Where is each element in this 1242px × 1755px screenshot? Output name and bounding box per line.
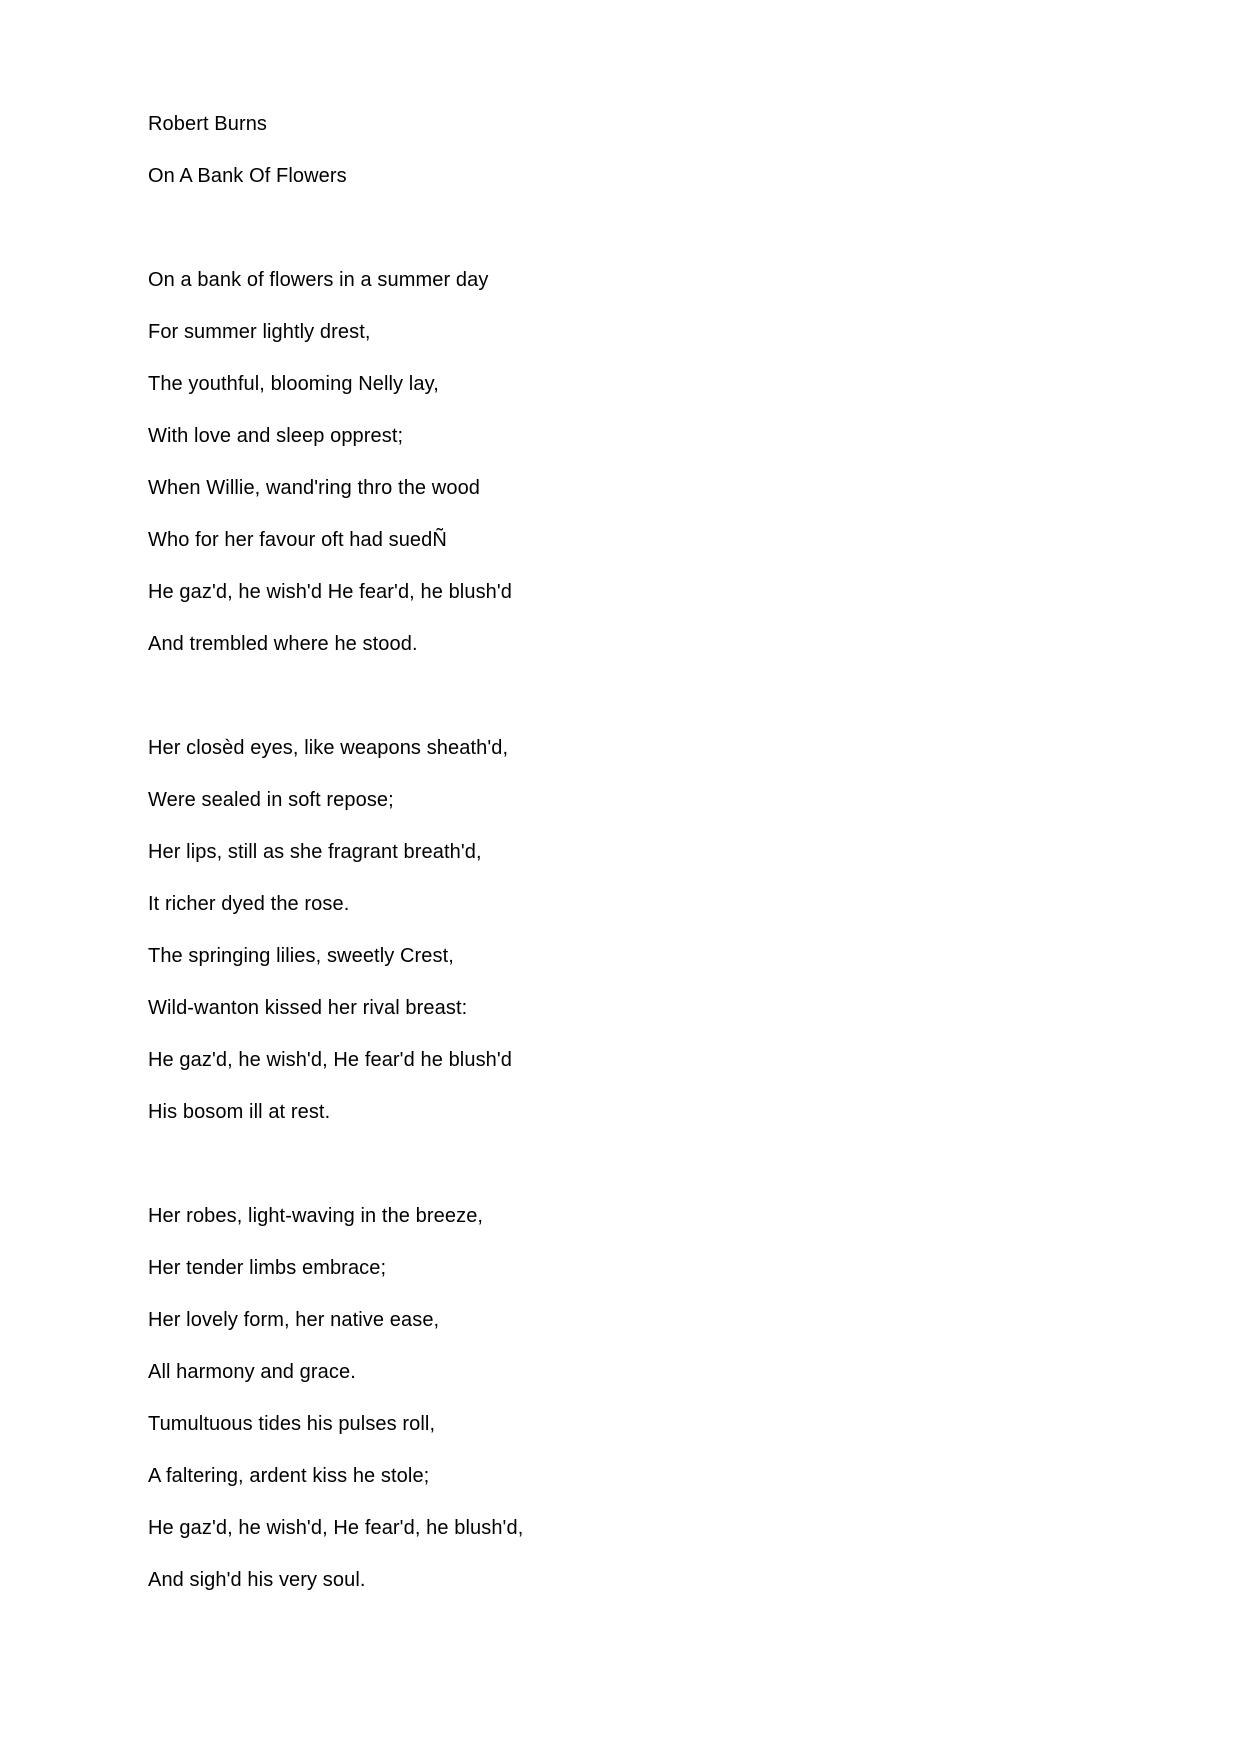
poem-line: He gaz'd, he wish'd, He fear'd he blush'd [148, 1049, 513, 1071]
poem-line: And sigh'd his very soul. [148, 1569, 366, 1591]
poem-line: Her closèd eyes, like weapons sheath'd, [148, 737, 509, 759]
author-name: Robert Burns [148, 113, 268, 135]
poem-line: Tumultuous tides his pulses roll, [148, 1413, 436, 1435]
poem-line: It richer dyed the rose. [148, 893, 350, 915]
poem-line: Who for her favour oft had suedÑ [148, 529, 447, 551]
poem-line: On a bank of flowers in a summer day [148, 269, 489, 291]
poem-line: The youthful, blooming Nelly lay, [148, 373, 439, 395]
poem-line: Her lips, still as she fragrant breath'd, [148, 841, 482, 863]
poem-line: For summer lightly drest, [148, 321, 371, 343]
poem-line: With love and sleep opprest; [148, 425, 404, 447]
poem-line: Her tender limbs embrace; [148, 1257, 387, 1279]
poem-title: On A Bank Of Flowers [148, 165, 347, 187]
poem-line: His bosom ill at rest. [148, 1101, 331, 1123]
poem-line: Wild-wanton kissed her rival breast: [148, 997, 468, 1019]
poem-line: And trembled where he stood. [148, 633, 418, 655]
poem-line: Her lovely form, her native ease, [148, 1309, 440, 1331]
poem-line: Her robes, light-waving in the breeze, [148, 1205, 484, 1227]
poem-line: He gaz'd, he wish'd He fear'd, he blush'd [148, 581, 513, 603]
poem-line: All harmony and grace. [148, 1361, 356, 1383]
poem-line: He gaz'd, he wish'd, He fear'd, he blush'd, [148, 1517, 524, 1539]
poem-line: A faltering, ardent kiss he stole; [148, 1465, 430, 1487]
poem-line: Were sealed in soft repose; [148, 789, 394, 811]
poem-line: When Willie, wand'ring thro the wood [148, 477, 481, 499]
poem-line: The springing lilies, sweetly Crest, [148, 945, 454, 967]
